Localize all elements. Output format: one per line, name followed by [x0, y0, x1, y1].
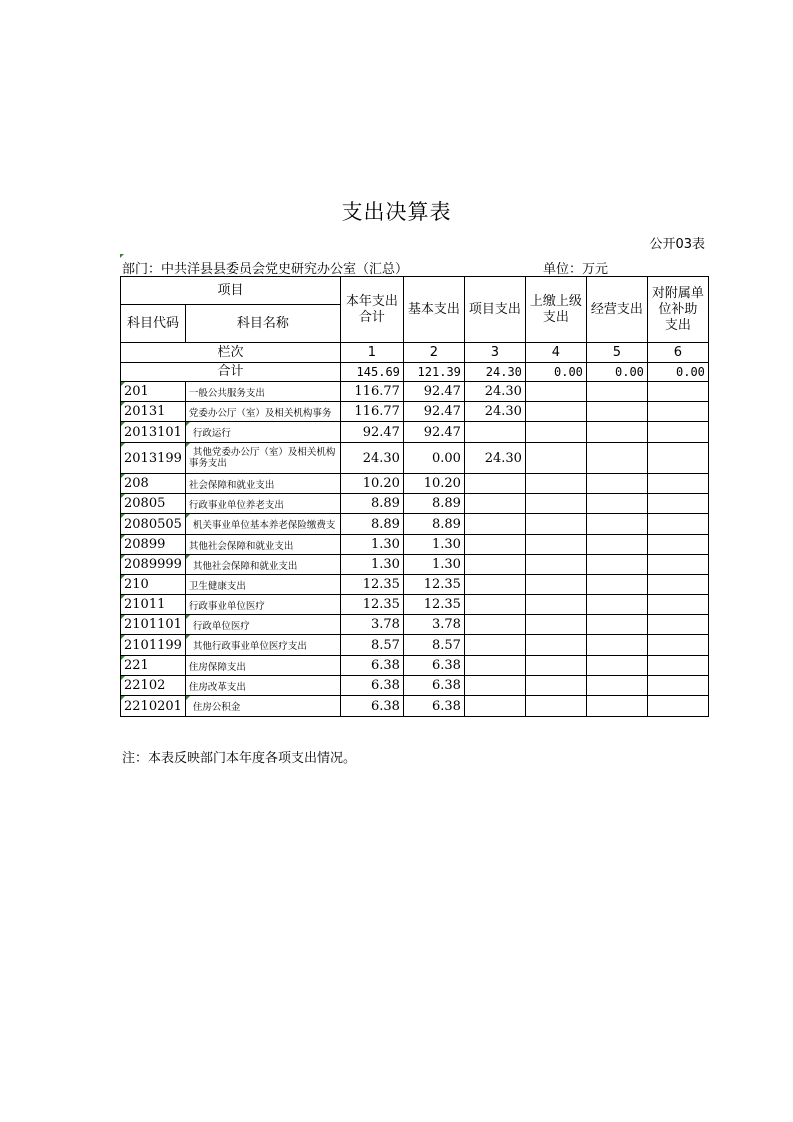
row-upper	[525, 615, 586, 635]
row-basic-text: 92.47	[423, 404, 461, 419]
row-total-text: 116.77	[354, 384, 400, 399]
row-total-text: 12.35	[362, 577, 400, 592]
row-project-text: 24.30	[484, 404, 522, 419]
row-code-text: 201	[124, 384, 149, 399]
cell-marker	[121, 696, 125, 700]
row-upper	[525, 443, 586, 474]
table-row	[121, 474, 709, 494]
row-basic	[403, 443, 464, 474]
row-upper	[525, 494, 586, 514]
row-name-text: 住房改革支出	[188, 681, 246, 693]
row-basic-text: 8.89	[431, 516, 461, 532]
header-code: 科目代码	[121, 305, 186, 343]
row-total-text: 1.30	[370, 557, 400, 572]
row-code-text: 208	[124, 476, 149, 491]
row-business	[586, 635, 647, 656]
column-number: 2	[403, 343, 464, 363]
row-basic-text: 0.00	[431, 450, 461, 466]
expenditure-table	[120, 276, 709, 717]
row-business	[586, 615, 647, 635]
row-business	[586, 494, 647, 514]
row-business	[586, 656, 647, 676]
row-project	[464, 615, 525, 635]
row-name	[185, 696, 340, 717]
table-row	[121, 443, 709, 474]
row-project	[464, 676, 525, 696]
row-name	[185, 494, 340, 514]
row-basic-text: 1.30	[431, 557, 461, 572]
row-name-text: 住房保障支出	[188, 661, 246, 673]
row-name-text: 卫生健康支出	[188, 580, 246, 592]
row-basic	[403, 474, 464, 494]
table-row	[121, 656, 709, 676]
row-project	[464, 422, 525, 443]
row-project	[464, 575, 525, 595]
row-subsidy	[647, 696, 708, 717]
department-label: 部门：中共洋县县委员会党史研究办公室（汇总）	[122, 262, 409, 277]
header-upper-line1: 上缴上级	[529, 293, 582, 309]
row-project	[464, 696, 525, 717]
row-code-text: 210	[124, 577, 149, 592]
header-name: 科目名称	[185, 305, 340, 343]
column-number-label: 栏次	[121, 343, 341, 363]
header-total-line1: 本年支出	[345, 293, 398, 309]
row-total	[340, 474, 403, 494]
table-row	[121, 615, 709, 635]
row-subsidy	[647, 402, 708, 422]
row-total-text: 8.89	[370, 496, 400, 511]
column-number: 1	[340, 343, 403, 363]
row-total	[340, 555, 403, 575]
row-business	[586, 422, 647, 443]
row-subsidy	[647, 422, 708, 443]
row-code	[121, 595, 186, 615]
row-code	[121, 535, 186, 555]
cell-marker	[186, 696, 190, 700]
total-row	[121, 363, 709, 382]
row-code-text: 21011	[124, 597, 166, 612]
cell-marker	[121, 514, 125, 518]
total-value: 0.00	[525, 363, 586, 382]
row-code	[121, 555, 186, 575]
cell-marker	[121, 402, 125, 406]
row-total	[340, 635, 403, 656]
row-upper	[525, 595, 586, 615]
cell-marker	[121, 575, 125, 579]
row-upper	[525, 402, 586, 422]
cell-marker	[121, 474, 125, 478]
row-upper	[525, 422, 586, 443]
column-number: 4	[525, 343, 586, 363]
row-upper	[525, 555, 586, 575]
row-total	[340, 514, 403, 535]
row-name-text: 其他社会保障和就业支出	[192, 560, 298, 572]
row-project	[464, 656, 525, 676]
row-total-text: 116.77	[354, 404, 400, 419]
row-business	[586, 555, 647, 575]
row-code-text: 22102	[124, 678, 166, 693]
row-project	[464, 402, 525, 422]
row-total	[340, 595, 403, 615]
row-name	[185, 635, 340, 656]
row-name-text: 其他社会保障和就业支出	[188, 540, 294, 552]
total-value: 24.30	[464, 363, 525, 382]
row-code	[121, 696, 186, 717]
table-row	[121, 535, 709, 555]
row-basic-text: 12.35	[423, 597, 461, 612]
row-code	[121, 443, 186, 474]
row-project	[464, 514, 525, 535]
row-project	[464, 494, 525, 514]
cell-marker	[186, 555, 190, 559]
row-basic	[403, 635, 464, 656]
row-code	[121, 656, 186, 676]
row-business	[586, 443, 647, 474]
row-basic	[403, 514, 464, 535]
cell-marker	[121, 422, 125, 426]
row-total	[340, 656, 403, 676]
row-name-text: 其他行政事业单位医疗支出	[192, 641, 307, 652]
row-code-text: 20805	[124, 496, 166, 511]
row-basic	[403, 494, 464, 514]
row-name	[185, 656, 340, 676]
row-basic-text: 8.89	[431, 496, 461, 511]
header-upper-line2: 支出	[542, 309, 569, 325]
row-upper	[525, 382, 586, 402]
cell-marker	[186, 635, 190, 639]
row-code	[121, 635, 186, 656]
row-business	[586, 535, 647, 555]
cell-marker	[121, 535, 125, 539]
row-subsidy	[647, 595, 708, 615]
row-total	[340, 422, 403, 443]
row-basic-text: 92.47	[423, 424, 461, 440]
cell-marker	[121, 555, 125, 559]
header-total	[340, 277, 403, 343]
row-business	[586, 402, 647, 422]
row-name-text: 一般公共服务支出	[188, 387, 265, 399]
table-row	[121, 676, 709, 696]
cell-marker	[121, 494, 125, 498]
row-total	[340, 443, 403, 474]
row-business	[586, 676, 647, 696]
row-project	[464, 474, 525, 494]
cell-marker	[186, 615, 190, 619]
cell-marker	[121, 676, 125, 680]
row-total-text: 6.38	[370, 658, 400, 673]
row-code	[121, 615, 186, 635]
row-basic-text: 10.20	[423, 476, 461, 491]
column-number: 6	[647, 343, 708, 363]
row-total	[340, 535, 403, 555]
header-upper	[525, 277, 586, 343]
row-basic	[403, 575, 464, 595]
header-subsidy-line1: 对附属单	[651, 285, 704, 301]
row-name-text: 机关事业单位基本养老保险缴费支	[192, 520, 336, 531]
row-basic	[403, 615, 464, 635]
cell-marker	[121, 656, 125, 660]
row-subsidy	[647, 676, 708, 696]
row-name-text: 社会保障和就业支出	[188, 479, 275, 491]
row-total-text: 10.20	[362, 476, 400, 491]
total-value: 0.00	[586, 363, 647, 382]
row-total-text: 12.35	[362, 597, 400, 612]
row-upper	[525, 676, 586, 696]
row-basic-text: 92.47	[423, 384, 461, 399]
row-total	[340, 494, 403, 514]
table-row	[121, 422, 709, 443]
column-number-row	[121, 343, 709, 363]
row-upper	[525, 696, 586, 717]
column-number: 5	[586, 343, 647, 363]
table-row	[121, 494, 709, 514]
row-code-text: 2080505	[124, 516, 182, 532]
row-total-text: 24.30	[362, 450, 400, 466]
row-upper	[525, 656, 586, 676]
column-number: 3	[464, 343, 525, 363]
row-business	[586, 575, 647, 595]
table-row	[121, 382, 709, 402]
row-total	[340, 575, 403, 595]
row-name-text: 行政单位医疗	[192, 620, 250, 632]
total-label: 合计	[121, 363, 341, 382]
row-subsidy	[647, 615, 708, 635]
row-total	[340, 615, 403, 635]
row-project	[464, 555, 525, 575]
table-row	[121, 696, 709, 717]
row-basic-text: 8.57	[431, 637, 461, 653]
row-basic	[403, 696, 464, 717]
row-business	[586, 474, 647, 494]
row-name	[185, 595, 340, 615]
row-total	[340, 402, 403, 422]
row-project-text: 24.30	[484, 384, 522, 399]
row-basic	[403, 382, 464, 402]
row-project	[464, 595, 525, 615]
row-business	[586, 382, 647, 402]
row-subsidy	[647, 575, 708, 595]
row-subsidy	[647, 635, 708, 656]
cell-marker	[186, 422, 190, 426]
row-total	[340, 676, 403, 696]
row-basic	[403, 535, 464, 555]
table-row	[121, 635, 709, 656]
row-project	[464, 382, 525, 402]
row-code-text: 20899	[124, 537, 166, 552]
row-upper	[525, 575, 586, 595]
cell-marker	[121, 382, 125, 386]
row-name	[185, 514, 340, 535]
row-name	[185, 615, 340, 635]
row-name-text: 行政运行	[192, 428, 231, 439]
row-subsidy	[647, 656, 708, 676]
row-project	[464, 535, 525, 555]
unit-label: 单位：万元	[543, 262, 609, 277]
row-basic	[403, 656, 464, 676]
row-basic	[403, 402, 464, 422]
row-basic-text: 12.35	[423, 577, 461, 592]
row-basic-text: 6.38	[431, 698, 461, 714]
row-name	[185, 422, 340, 443]
row-code	[121, 514, 186, 535]
row-code	[121, 402, 186, 422]
form-number: 公开03表	[649, 237, 705, 252]
row-subsidy	[647, 555, 708, 575]
header-item: 项目	[121, 277, 341, 305]
row-total	[340, 696, 403, 717]
row-name	[185, 535, 340, 555]
row-basic	[403, 676, 464, 696]
row-code	[121, 474, 186, 494]
row-project-text: 24.30	[484, 450, 522, 466]
row-name-text: 党委办公厅（室）及相关机构事务	[188, 407, 332, 419]
header-subsidy	[647, 277, 708, 343]
row-name	[185, 382, 340, 402]
row-business	[586, 514, 647, 535]
table-row	[121, 514, 709, 535]
row-total-text: 92.47	[362, 424, 400, 440]
page-title: 支出决算表	[341, 200, 452, 224]
row-subsidy	[647, 474, 708, 494]
footnote: 注：本表反映部门本年度各项支出情况。	[122, 751, 357, 766]
header-subsidy-line3: 支出	[664, 317, 691, 333]
cell-marker	[186, 514, 190, 518]
row-total-text: 8.57	[370, 637, 400, 653]
row-project	[464, 443, 525, 474]
total-value: 121.39	[403, 363, 464, 382]
table-row	[121, 555, 709, 575]
row-business	[586, 595, 647, 615]
cell-marker	[121, 615, 125, 619]
table-body	[121, 382, 709, 717]
cell-marker	[121, 635, 125, 639]
row-code	[121, 676, 186, 696]
row-code-text: 2210201	[124, 698, 182, 714]
row-code-text: 2101101	[124, 617, 182, 632]
cell-marker	[121, 443, 125, 447]
row-name	[185, 474, 340, 494]
row-name-text: 住房公积金	[192, 702, 241, 713]
row-subsidy	[647, 514, 708, 535]
header-business: 经营支出	[586, 277, 647, 343]
cell-marker	[121, 595, 125, 599]
row-code-text: 2101199	[124, 637, 182, 653]
row-business	[586, 696, 647, 717]
row-name	[185, 402, 340, 422]
row-basic-text: 6.38	[431, 678, 461, 693]
row-basic	[403, 595, 464, 615]
row-name	[185, 443, 340, 474]
row-subsidy	[647, 535, 708, 555]
header-subsidy-line2: 位补助	[658, 301, 698, 317]
row-subsidy	[647, 494, 708, 514]
row-code	[121, 494, 186, 514]
row-basic-text: 1.30	[431, 537, 461, 552]
row-code	[121, 422, 186, 443]
row-total-text: 8.89	[370, 516, 400, 532]
row-basic-text: 6.38	[431, 658, 461, 673]
row-name-text: 行政事业单位医疗	[188, 600, 265, 612]
row-total-text: 6.38	[370, 698, 400, 714]
row-upper	[525, 514, 586, 535]
row-name-text: 其他党委办公厅（室）及相关机构事务支出	[188, 447, 336, 469]
row-total-text: 6.38	[370, 678, 400, 693]
row-subsidy	[647, 443, 708, 474]
row-project	[464, 635, 525, 656]
row-basic-text: 3.78	[431, 617, 461, 632]
row-code-text: 221	[124, 658, 149, 673]
row-code-text: 20131	[124, 404, 166, 419]
row-basic	[403, 555, 464, 575]
total-value: 145.69	[340, 363, 403, 382]
cell-marker	[186, 443, 190, 447]
header-basic: 基本支出	[403, 277, 464, 343]
total-value: 0.00	[647, 363, 708, 382]
row-subsidy	[647, 382, 708, 402]
table-row	[121, 595, 709, 615]
row-total-text: 3.78	[370, 617, 400, 632]
row-name	[185, 575, 340, 595]
row-code	[121, 382, 186, 402]
row-name	[185, 555, 340, 575]
table-row	[121, 575, 709, 595]
row-code	[121, 575, 186, 595]
header-total-line2: 合计	[358, 309, 385, 325]
row-upper	[525, 635, 586, 656]
row-name-text: 行政事业单位养老支出	[188, 499, 284, 511]
row-upper	[525, 535, 586, 555]
row-total	[340, 382, 403, 402]
row-upper	[525, 474, 586, 494]
row-code-text: 2089999	[124, 557, 182, 572]
row-basic	[403, 422, 464, 443]
row-code-text: 2013199	[124, 450, 182, 466]
row-code-text: 2013101	[124, 424, 182, 440]
row-name	[185, 676, 340, 696]
row-total-text: 1.30	[370, 537, 400, 552]
header-project: 项目支出	[464, 277, 525, 343]
table-row	[121, 402, 709, 422]
